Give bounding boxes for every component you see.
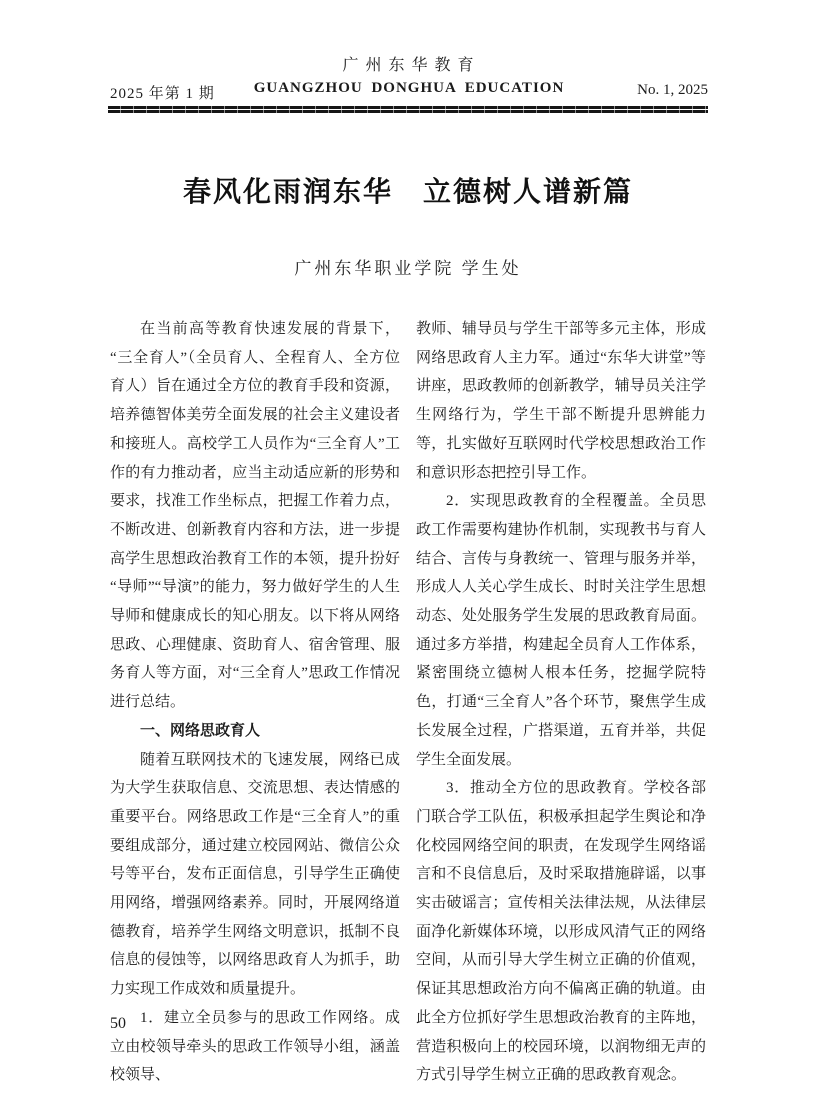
body-paragraph: 2．实现思政教育的全程覆盖。全员思政工作需要构建协作机制，实现教书与育人结合、言传与身教统一、管理与服务并举，形成人人关心学生成长、时时关注学生思想动态、处处服务学生发展的思政教育局面。通过多方举措，构建起全员育人工作体系，紧密围绕立德树人根本任务，挖掘学院特色，打通“三全育人”各个环节，聚焦学生成长发展全过程，广搭渠道，五育并举，共促学生全面发展。	[416, 493, 706, 768]
journal-name-en: GUANGZHOU DONGHUA EDUCATION	[253, 80, 565, 96]
body-paragraph: 1．建立全员参与的思政工作网络。成立由校领导牵头的思政工作领导小组，涵盖校领导、	[110, 1009, 400, 1084]
issue-label-cn: 2025 年第 1 期	[110, 86, 215, 102]
rule-bar-bottom	[108, 110, 708, 113]
header-double-rule	[108, 106, 708, 113]
rule-bar-top	[108, 106, 708, 109]
article-body	[110, 315, 706, 1090]
body-paragraph: 教师、辅导员与学生干部等多元主体，形成网络思政育人主力军。通过“东华大讲堂”等讲座，思政教师的创新教学，辅导员关注学生网络行为，学生干部不断提升思辨能力等，扎实做好互联网时代学校思想政治工作和意识形态把控引导工作。	[416, 321, 706, 481]
issue-label-en: No. 1, 2025	[637, 82, 708, 98]
column-right	[416, 315, 706, 1090]
section-heading: 一、网络思政育人	[140, 721, 261, 739]
article-author: 广州东华职业学院 学生处	[294, 259, 522, 278]
header-row	[110, 80, 708, 102]
article-title: 春风化雨润东华 立德树人谱新篇	[182, 176, 633, 207]
column-left	[110, 315, 400, 1090]
journal-name-cn: 广州东华教育	[342, 57, 481, 74]
body-paragraph: 在当前高等教育快速发展的背景下，“三全育人”（全员育人、全程育人、全方位育人）旨在通过全方位的教育手段和资源，培养德智体美劳全面发展的社会主义建设者和接班人。高校学工人员作为“三全育人”工作的有力推动者，应当主动适应新的形势和要求，找准工作坐标点，把握工作着力点，不断改进、创新教育内容和方法，进一步提高学生思想政治教育工作的本领，提升扮好“导师”“导演”的能力，努力做好学生的人生导师和健康成长的知心朋友。以下将从网络思政、心理健康、资助育人、宿舍管理、服务育人等方面，对“三全育人”思政工作情况进行总结。	[110, 321, 400, 711]
body-paragraph: 3．推动全方位的思政教育。学校各部门联合学工队伍，积极承担起学生舆论和净化校园网络空间的职责，在发现学生网络谣言和不良信息后，及时采取措施辟谣，以事实击破谣言；宣传相关法律法规，从法律层面净化新媒体环境，以形成风清气正的网络空间，从而引导大学生树立正确的价值观，保证其思想政治方向不偏离正确的轨道。由此全方位抓好学生思想政治教育的主阵地，营造积极向上的校园环境，以润物细无声的方式引导学生树立正确的思政教育观念。	[416, 780, 706, 1084]
body-paragraph: 随着互联网技术的飞速发展，网络已成为大学生获取信息、交流思想、表达情感的重要平台。网络思政工作是“三全育人”的重要组成部分，通过建立校园网站、微信公众号等平台，发布正面信息，引导学生正确使用网络，增强网络素养。同时，开展网络道德教育，培养学生网络文明意识，抵制不良信息的侵蚀等，以网络思政育人为抓手，助力实现工作成效和质量提升。	[110, 751, 400, 998]
page-number: 50	[110, 1015, 126, 1032]
